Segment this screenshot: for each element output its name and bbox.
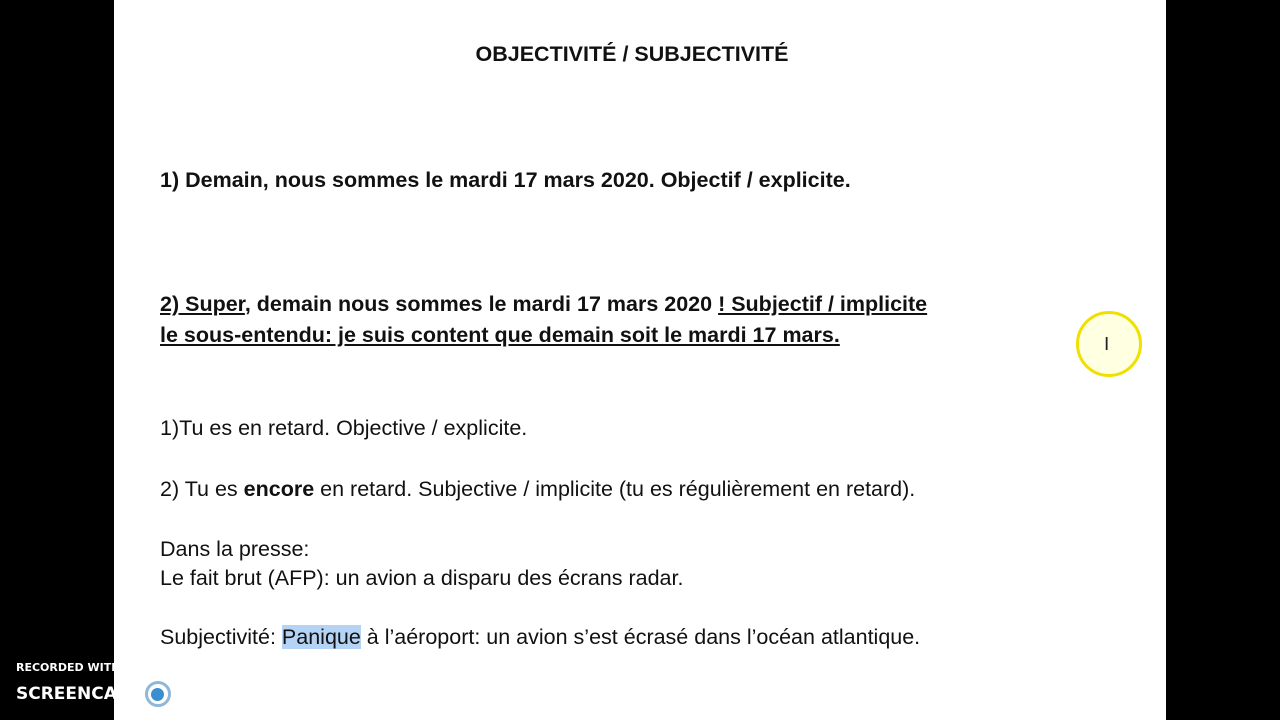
text: en retard. Subjective / implicite (tu es régulièrement en retard). [314,477,916,501]
text-cursor-icon: I [1104,334,1110,355]
label: Subjectivité: [160,625,282,649]
press-label: Dans la presse: [160,537,310,561]
num: 2) [160,292,180,316]
document-page [114,0,1166,720]
example-2-subjective [160,292,927,317]
selected-text[interactable]: Panique [281,625,361,649]
text: 2) Tu es [160,477,244,501]
watermark-recorded: RECORDED WITH [16,661,121,674]
raw-fact: Le fait brut (AFP): un avion a disparu des écrans radar. [160,566,684,590]
subjective-label: ! Subjectif / implicite [718,292,928,316]
subjective-headline [160,625,920,650]
implied-meaning: le sous-entendu: je suis content que demain soit le mardi 17 mars. [160,323,840,347]
super-word: Super [179,292,245,316]
watermark-left: SCREENCAST [16,684,141,704]
screencast-watermark [16,681,234,707]
screencast-logo-icon [145,681,171,707]
example-late-objective: 1)Tu es en retard. Objective / explicite. [160,416,528,440]
emphasis: encore [243,477,315,501]
example-1-objective: 1) Demain, nous sommes le mardi 17 mars 2020. Objectif / explicite. [160,168,851,192]
text: à l’aéroport: un avion s’est écrasé dans l’océan atlantique. [360,625,921,649]
example-late-subjective [160,477,915,502]
middle-text: , demain nous sommes le mardi 17 mars 2020 [244,292,719,316]
watermark-right: MATIC [174,684,234,704]
document-title: OBJECTIVITÉ / SUBJECTIVITÉ [475,42,789,66]
